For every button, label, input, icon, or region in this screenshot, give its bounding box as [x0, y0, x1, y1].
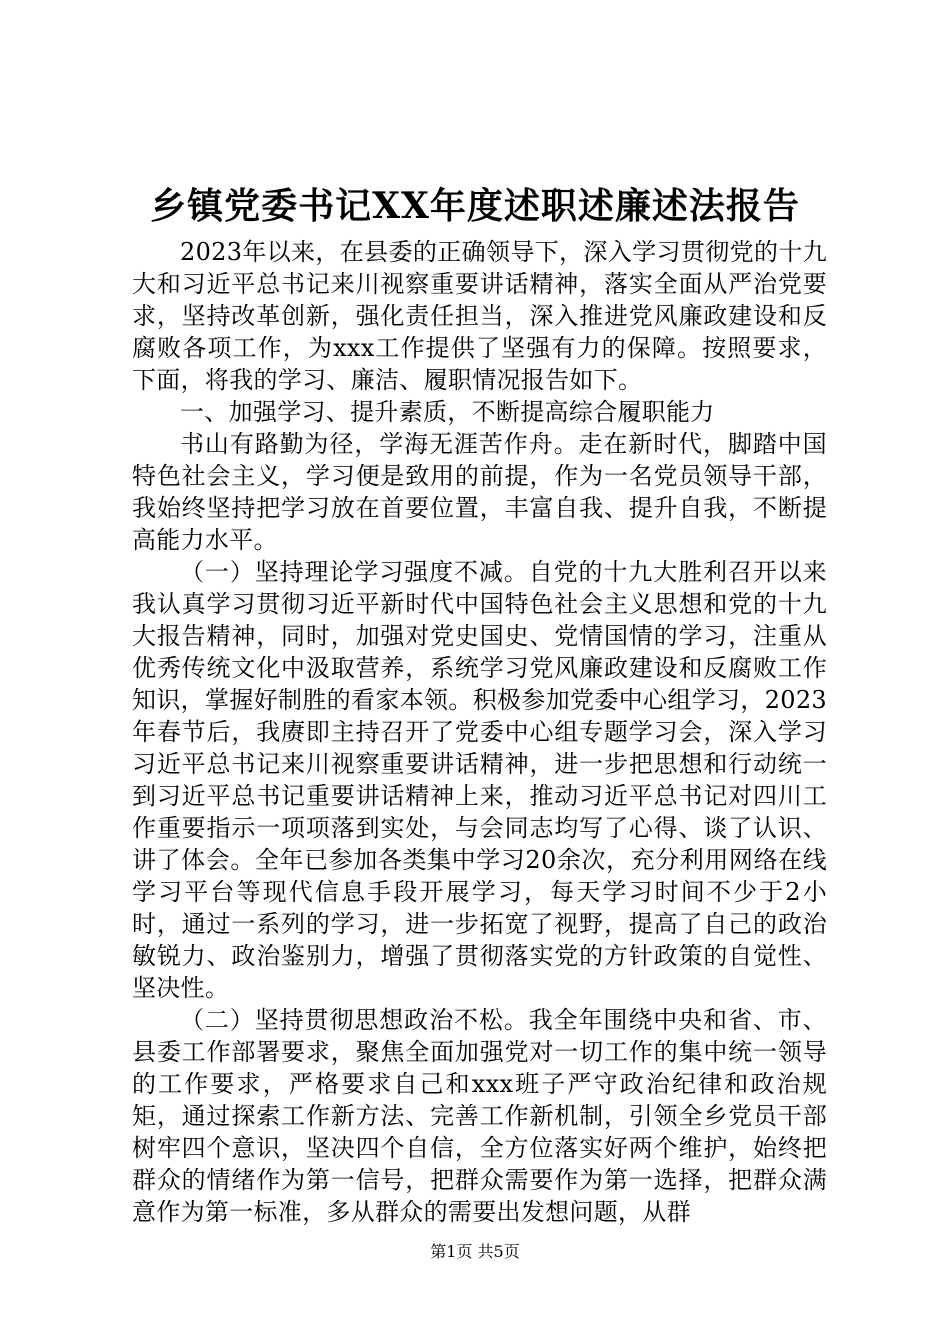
page-footer: 第1页 共5页: [430, 1242, 520, 1261]
paragraph-politics: （二）坚持贯彻思想政治不松。我全年围绕中央和省、市、县委工作部署要求，聚焦全面加强党对一切工作的集中统一领导的工作要求，严格要求自己和xxx班子严守政治纪律和政治规矩，通过探索工作新方法、完善工作新机制，引领全乡党员干部树牢四个意识，坚决四个自信，全方位落实好两个维护，始终把群众的情绪作为第一信号，把群众需要作为第一选择，把群众满意作为第一标准，多从群众的需要出发想问题，从群: [132, 1006, 827, 1226]
paragraph-study: 书山有路勤为径，学海无涯苦作舟。走在新时代，脚踏中国特色社会主义，学习便是致用的前提，作为一名党员领导干部，我始终坚持把学习放在首要位置，丰富自我、提升自我，不断提高能力水平。: [132, 430, 827, 554]
document-body: [132, 236, 827, 1228]
section-heading-1: 一、加强学习、提升素质，不断提高综合履职能力: [180, 398, 715, 426]
paragraph-intro: 2023年以来，在县委的正确领导下，深入学习贯彻党的十九大和习近平总书记来川视察重要讲话精神，落实全面从严治党要求，坚持改革创新，强化责任担当，深入推进党风廉政建设和反腐败各项工作，为xxx工作提供了坚强有力的保障。按照要求，下面，将我的学习、廉洁、履职情况报告如下。: [132, 238, 827, 394]
paragraph-theory: （一）坚持理论学习强度不减。自党的十九大胜利召开以来我认真学习贯彻习近平新时代中国特色社会主义思想和党的十九大报告精神，同时，加强对党史国史、党情国情的学习，注重从优秀传统文化中汲取营养，系统学习党风廉政建设和反腐败工作知识，掌握好制胜的看家本领。积极参加党委中心组学习，2023年春节后，我赓即主持召开了党委中心组专题学习会，深入学习习近平总书记来川视察重要讲话精神，进一步把思想和行动统一到习近平总书记重要讲话精神上来，推动习近平总书记对四川工作重要指示一项项落到实处，与会同志均写了心得、谈了认识、讲了体会。全年已参加各类集中学习20余次，充分利用网络在线学习平台等现代信息手段开展学习，每天学习时间不少于2小时，通过一系列的学习，进一步拓宽了视野，提高了自己的政治敏锐力、政治鉴别力，增强了贯彻落实党的方针政策的自觉性、坚决性。: [132, 558, 827, 1002]
document-title: 乡镇党委书记XX年度述职述廉述法报告: [150, 185, 800, 227]
